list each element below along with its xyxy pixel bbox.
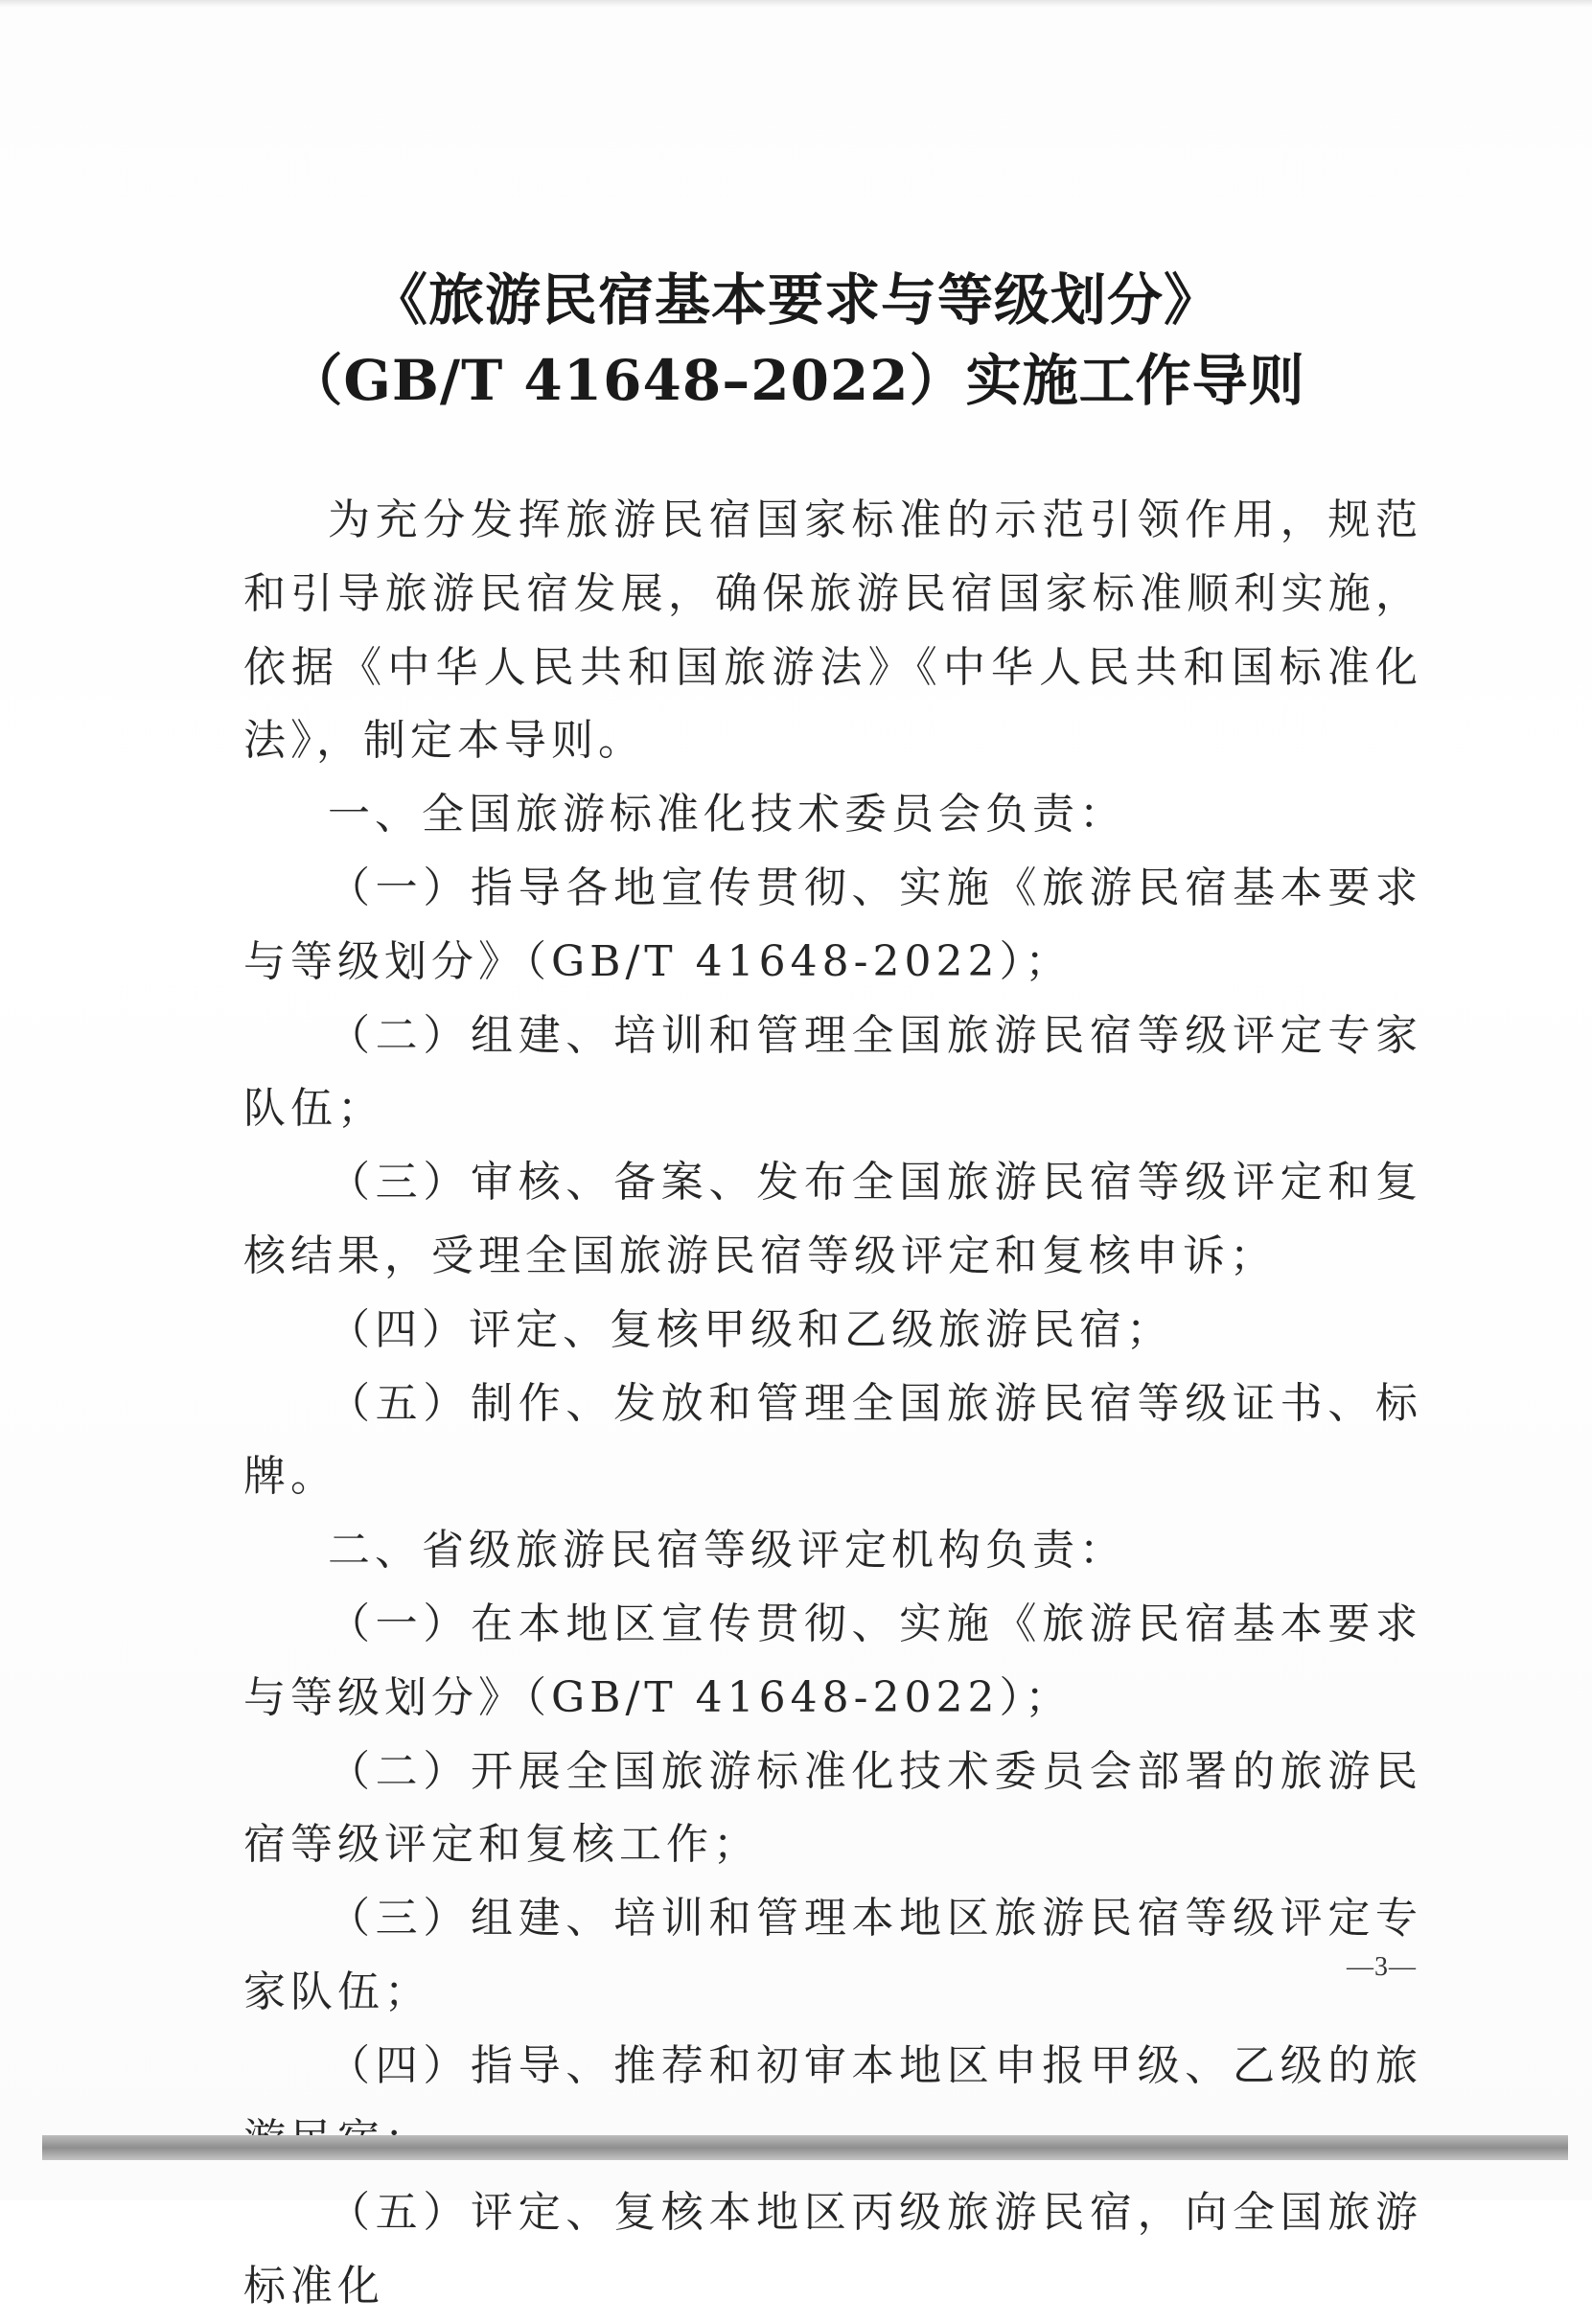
document-title-line-1: 《旅游民宿基本要求与等级划分》 [371, 267, 1220, 333]
page-number: —3— [1347, 1952, 1417, 1982]
paragraph-section-1-item-3: （三）审核、备案、发布全国旅游民宿等级评定和复核结果，受理全国旅游民宿等级评定和复核申诉； [243, 1158, 1422, 1280]
document-title-line-2: （GB/T 41648–2022）实施工作导则 [287, 348, 1305, 413]
scan-top-edge [0, 0, 1592, 8]
paragraph-section-2-item-3: （三）组建、培训和管理本地区旅游民宿等级评定专家队伍； [243, 1894, 1422, 2016]
paragraph-section-2-item-2: （二）开展全国旅游标准化技术委员会部署的旅游民宿等级评定和复核工作； [243, 1746, 1422, 1870]
paragraph-section-1-item-4: （四）评定、复核甲级和乙级旅游民宿； [328, 1304, 1173, 1354]
paragraph-section-2-item-5: （五）评定、复核本地区丙级旅游民宿，向全国旅游标准化 [243, 2188, 1422, 2312]
paragraph-section-2-heading: 二、省级旅游民宿等级评定机构负责： [328, 1526, 1126, 1576]
paragraph-section-1-item-2: （二）组建、培训和管理全国旅游民宿等级评定专家队伍； [243, 1010, 1422, 1134]
paragraph-intro: 为充分发挥旅游民宿国家标准的示范引领作用，规范和引导旅游民宿发展，确保旅游民宿国家标准顺利实施，依据《中华人民共和国旅游法》《中华人民共和国标准化法》，制定本导则。 [243, 495, 1422, 766]
paragraph-section-2-item-4: （四）指导、推荐和初审本地区申报甲级、乙级的旅 [328, 2040, 1422, 2090]
scan-bottom-edge [42, 2135, 1568, 2160]
paragraph-section-1-item-1: （一）指导各地宣传贯彻、实施《旅游民宿基本要求与等级划分》（GB/T 41648-2022）； [243, 863, 1422, 986]
paragraph-section-1-item-5: （五）制作、发放和管理全国旅游民宿等级证书、标牌。 [243, 1378, 1422, 1502]
paragraph-section-1-heading: 一、全国旅游标准化技术委员会负责： [328, 790, 1126, 840]
document-body [243, 484, 1422, 2324]
paragraph-section-2-item-1: （一）在本地区宣传贯彻、实施《旅游民宿基本要求与等级划分》（GB/T 41648-2022）； [243, 1599, 1422, 1722]
